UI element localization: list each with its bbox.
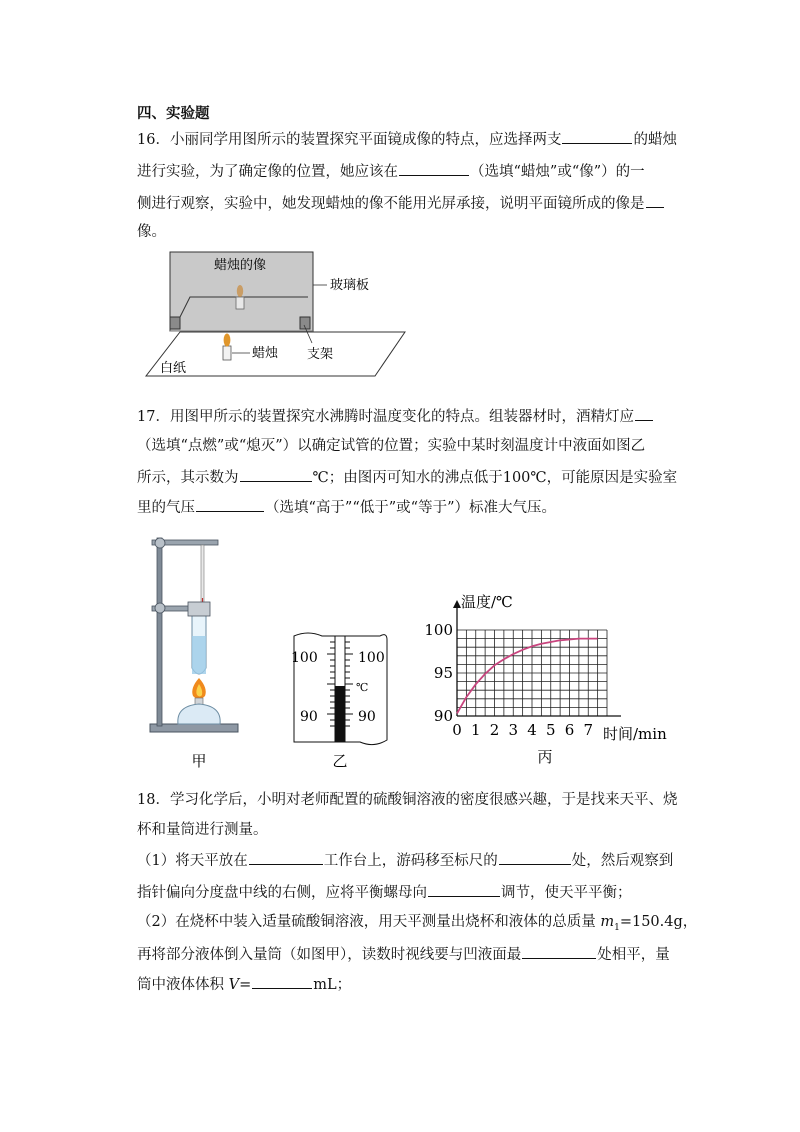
label-glass-plate: 玻璃板 — [330, 278, 370, 293]
q18-text: mL； — [313, 977, 352, 993]
q18-text: 工作台上，游码移至标尺的 — [323, 853, 498, 869]
q18-line-2: 杯和量筒进行测量。 — [137, 822, 268, 838]
q18-line-3 — [137, 850, 673, 871]
therm-label-100-left: 100 — [291, 650, 318, 666]
x-tick-label: 7 — [583, 721, 594, 739]
y-tick-label: 100 — [424, 621, 453, 639]
liquid-column-shape — [335, 686, 345, 742]
answer-blank[interactable] — [646, 193, 664, 208]
series-line — [457, 639, 598, 714]
stand-rod-shape — [157, 538, 162, 726]
q16-line-3 — [137, 193, 665, 214]
therm-label-100-right: 100 — [358, 650, 385, 666]
temperature-chart — [415, 590, 680, 770]
alcohol-burner-shape — [178, 704, 220, 724]
x-tick-label: 3 — [508, 721, 519, 739]
x-tick-label: 6 — [564, 721, 575, 739]
q18-line-1: 18．学习化学后，小明对老师配置的硫酸铜溶液的密度很感兴趣，于是找来天平、烧 — [137, 792, 678, 808]
therm-label-90-right: 90 — [358, 709, 376, 725]
candle-image-shape — [236, 297, 244, 309]
q16-text: 的蜡烛 — [633, 132, 677, 148]
x-tick-label: 1 — [470, 721, 481, 739]
q18-text: （2）在烧杯中装入适量硫酸铜溶液，用天平测量出烧杯和液体的总质量 — [137, 914, 601, 930]
q17-text: 17．用图甲所示的装置探究水沸腾时温度变化的特点。组装器材时，酒精灯应 — [137, 409, 634, 425]
flame-icon — [224, 334, 231, 347]
volume-symbol: V — [228, 977, 240, 993]
flame-image-icon — [237, 285, 243, 297]
answer-blank[interactable] — [240, 467, 312, 482]
q16-line-1 — [137, 129, 677, 150]
thermometer-figure — [288, 628, 393, 773]
therm-unit: ℃ — [356, 681, 369, 694]
q18-line-7 — [137, 974, 351, 995]
answer-blank[interactable] — [196, 497, 264, 512]
q16-line-2 — [137, 161, 645, 182]
mass-symbol: m — [600, 914, 615, 930]
therm-label-90-left: 90 — [300, 709, 318, 725]
figure-label-yi: 乙 — [332, 752, 348, 770]
q18-text: 调节，使天平平衡； — [501, 885, 632, 901]
y-tick-label: 90 — [433, 707, 453, 725]
candle-shape — [223, 346, 231, 360]
boiling-apparatus-figure — [140, 528, 250, 773]
q17-text: 里的气压 — [137, 500, 195, 516]
q18-line-4 — [137, 882, 632, 903]
figure-label-bing: 丙 — [537, 748, 553, 766]
x-tick-label: 0 — [452, 721, 462, 739]
q18-text: 再将部分液体倒入量筒（如图甲），读数时视线要与凹液面最 — [137, 947, 522, 963]
q17-line-3 — [137, 467, 677, 488]
label-white-paper: 白纸 — [160, 361, 187, 376]
answer-blank[interactable] — [399, 161, 469, 176]
label-candle-image: 蜡烛的像 — [213, 258, 267, 273]
answer-blank[interactable] — [635, 406, 653, 421]
y-axis-arrow-icon — [453, 600, 461, 608]
mirror-experiment-figure — [140, 245, 410, 380]
q18-line-6 — [137, 944, 670, 965]
q17-line-4 — [137, 497, 556, 518]
stand-base-shape — [150, 724, 238, 732]
section-heading: 四、实验题 — [137, 106, 210, 122]
q16-line-4: 像。 — [137, 224, 166, 240]
chart-series — [457, 639, 598, 714]
q17-line-1 — [137, 406, 654, 427]
q18-text: （1）将天平放在 — [137, 853, 248, 869]
clamp-knob-icon — [155, 538, 165, 548]
q18-text: =150.4g， — [619, 914, 698, 930]
q17-text: （选填“高于”“低于”或“等于”）标准大气压。 — [265, 500, 556, 516]
answer-blank[interactable] — [249, 850, 323, 865]
answer-blank[interactable] — [562, 129, 632, 144]
q17-line-2: （选填“点燃”或“熄灭”）以确定试管的位置；实验中某时刻温度计中液面如图乙 — [137, 438, 646, 454]
mass-subscript: 1 — [614, 922, 620, 933]
tube-clamp-shape — [188, 602, 210, 616]
q18-text: 筒中液体体积 — [137, 977, 229, 993]
q16-text: （选填“蜡烛”或“像”）的一 — [470, 164, 645, 180]
answer-blank[interactable] — [428, 882, 500, 897]
q17-text: ℃；由图丙可知水的沸点低于100℃，可能原因是实验室 — [312, 470, 678, 486]
q18-text: 处，然后观察到 — [571, 853, 674, 869]
chart-xlabel: 时间/min — [603, 725, 667, 743]
x-tick-label: 4 — [527, 721, 537, 739]
q16-text: 进行实验，为了确定像的位置，她应该在 — [137, 164, 398, 180]
label-candle: 蜡烛 — [252, 346, 279, 361]
chart-grid — [457, 630, 607, 716]
q16-text: 16．小丽同学用图所示的装置探究平面镜成像的特点，应选择两支 — [137, 132, 562, 148]
q18-text: 指针偏向分度盘中线的右侧，应将平衡螺母向 — [137, 885, 427, 901]
answer-blank[interactable] — [499, 850, 571, 865]
x-tick-label: 2 — [489, 721, 500, 739]
clamp-knob-icon — [155, 603, 165, 613]
q18-text: = — [239, 977, 252, 993]
x-tick-label: 5 — [545, 721, 556, 739]
q18-line-5 — [137, 912, 697, 938]
q18-text: 处相平，量 — [597, 947, 670, 963]
answer-blank[interactable] — [252, 974, 312, 989]
label-stand: 支架 — [307, 347, 334, 362]
chart-ylabel: 温度/℃ — [461, 593, 513, 611]
stand-left-shape — [170, 317, 180, 329]
q16-text: 侧进行观察，实验中，她发现蜡烛的像不能用光屏承接，说明平面镜所成的像是 — [137, 196, 645, 212]
q17-text: 所示，其示数为 — [137, 470, 239, 486]
y-tick-label: 95 — [433, 664, 453, 682]
figure-label-jia: 甲 — [191, 752, 207, 770]
answer-blank[interactable] — [522, 944, 596, 959]
